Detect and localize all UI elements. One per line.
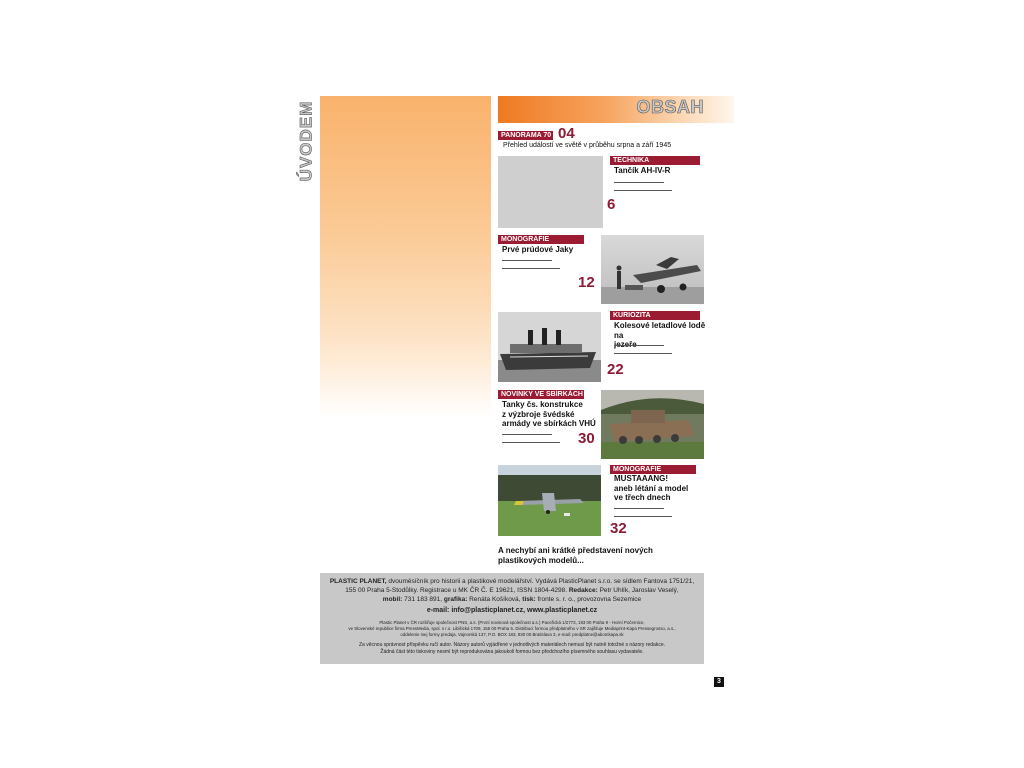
- text-rule: [502, 260, 552, 261]
- title-line: Tanky čs. konstrukce: [502, 400, 583, 409]
- text-rule: [614, 190, 672, 191]
- page-number-kuriozita: 22: [607, 361, 624, 378]
- text-rule: [614, 182, 664, 183]
- category-tag-monografie: MONOGRAFIE: [498, 235, 584, 244]
- page-number: 3: [714, 677, 724, 687]
- text-rule: [502, 268, 560, 269]
- page-number-panorama: 04: [558, 125, 575, 142]
- imprint-contact: e-mail: info@plasticplanet.cz, www.plasticplanet.cz: [426, 607, 598, 614]
- imprint-box: [320, 573, 704, 664]
- article-title-mustang: [614, 474, 706, 503]
- category-tag-novinky: NOVINKY VE SBÍRKÁCH: [498, 390, 584, 399]
- text-rule: [614, 508, 664, 509]
- text-rule: [614, 353, 672, 354]
- mustang-aircraft-photo: [498, 465, 601, 536]
- page-number-jaky: 12: [578, 274, 595, 291]
- article-title-novinky: [502, 400, 600, 429]
- text-rule: [502, 442, 560, 443]
- intro-heading: ÚVODEM: [296, 100, 315, 182]
- tank-photo: [601, 390, 704, 459]
- jet-aircraft-photo: [601, 235, 704, 304]
- closing-note: [498, 546, 678, 565]
- category-tag-technika: TECHNIKA: [610, 156, 700, 165]
- text-rule: [614, 516, 672, 517]
- note-line: A nechybí ani krátké představení nových: [498, 546, 653, 555]
- title-line: armády ve sbírkách VHÚ: [502, 419, 596, 428]
- article-title-technika: Tančík AH-IV-R: [614, 166, 671, 175]
- intro-panel: [320, 96, 491, 418]
- category-tag-monografie-2: MONOGRAFIE: [610, 465, 696, 474]
- page-number-novinky: 30: [578, 430, 595, 447]
- article-image-placeholder: [498, 156, 603, 228]
- imprint-disclaimer: Za věcnou správnost příspěvku ručí autor. Názory autorů vyjádřené v jednotlivých materiálech nemusí být nutně totožné s názory redakce. Žádná část této tiskoviny nesmí být reprodukována jakoukoli formou bez předchozího písemného souhlasu vydavatele.: [359, 642, 665, 655]
- title-line: MUSTAAANG!: [614, 474, 669, 483]
- imprint-publisher: PLASTIC PLANET, dvouměsíčník pro historii a plastikové modelářství. Vydává PlasticPlanet s.r.o. se sídlem Fantova 1751/21, 155 00 Praha 5-Stodůlky. Registrace u MK ČR Č. E 19621, ISSN 1804-4298. Redakce: Petr Uhlík, Jaroslav Veselý, mobil: 731 183 891, grafika: Renáta Košíková, tisk: fronte s. r. o., provozovna Sezemice: [329, 578, 695, 603]
- imprint-distribution: Plastic Planet v ČR rozšiřuje společnost PNS, a.s. (První novinová společnost a.s.) Paceřická 1/2773, 193 00 Praha 9 - Horní Počernice, ve Slovenské republice firma PressMedia, spol. s r.o. Libišická 1709, 155 00 Praha 5. Distribuci formou předplatného v SR zajišťuje Mediaprint-Kapa Pressegrosso, a.s., oddelenie inej formy predaja, Vajnorská 137, P.O. BOX 183, 830 00 Bratislava 3, e-mail: predplatne@abomkapa.sk: [348, 620, 676, 637]
- page-number-technika: 6: [607, 196, 616, 213]
- contents-title: OBSAH: [636, 97, 704, 117]
- text-rule: [502, 434, 552, 435]
- title-line: z výzbroje švédské: [502, 409, 575, 419]
- article-title-jaky: Prvé prúdové Jaky: [502, 245, 574, 254]
- article-subtitle-panorama: Přehled událostí ve světě v průběhu srpna a září 1945: [503, 142, 672, 149]
- page-number-mustang: 32: [610, 520, 627, 537]
- paddle-steamer-photo: [498, 312, 601, 382]
- contents-header-bar: [498, 96, 734, 123]
- title-line: Kolesové letadlové lodě na: [614, 321, 706, 340]
- title-line: ve třech dnech: [614, 493, 671, 502]
- text-rule: [614, 345, 664, 346]
- category-tag-kuriozita: KURIOZITA: [610, 311, 700, 320]
- title-line: aneb létání a model: [614, 483, 689, 493]
- category-tag-panorama: PANORAMA 70: [498, 131, 553, 140]
- note-line: plastikových modelů...: [498, 555, 584, 565]
